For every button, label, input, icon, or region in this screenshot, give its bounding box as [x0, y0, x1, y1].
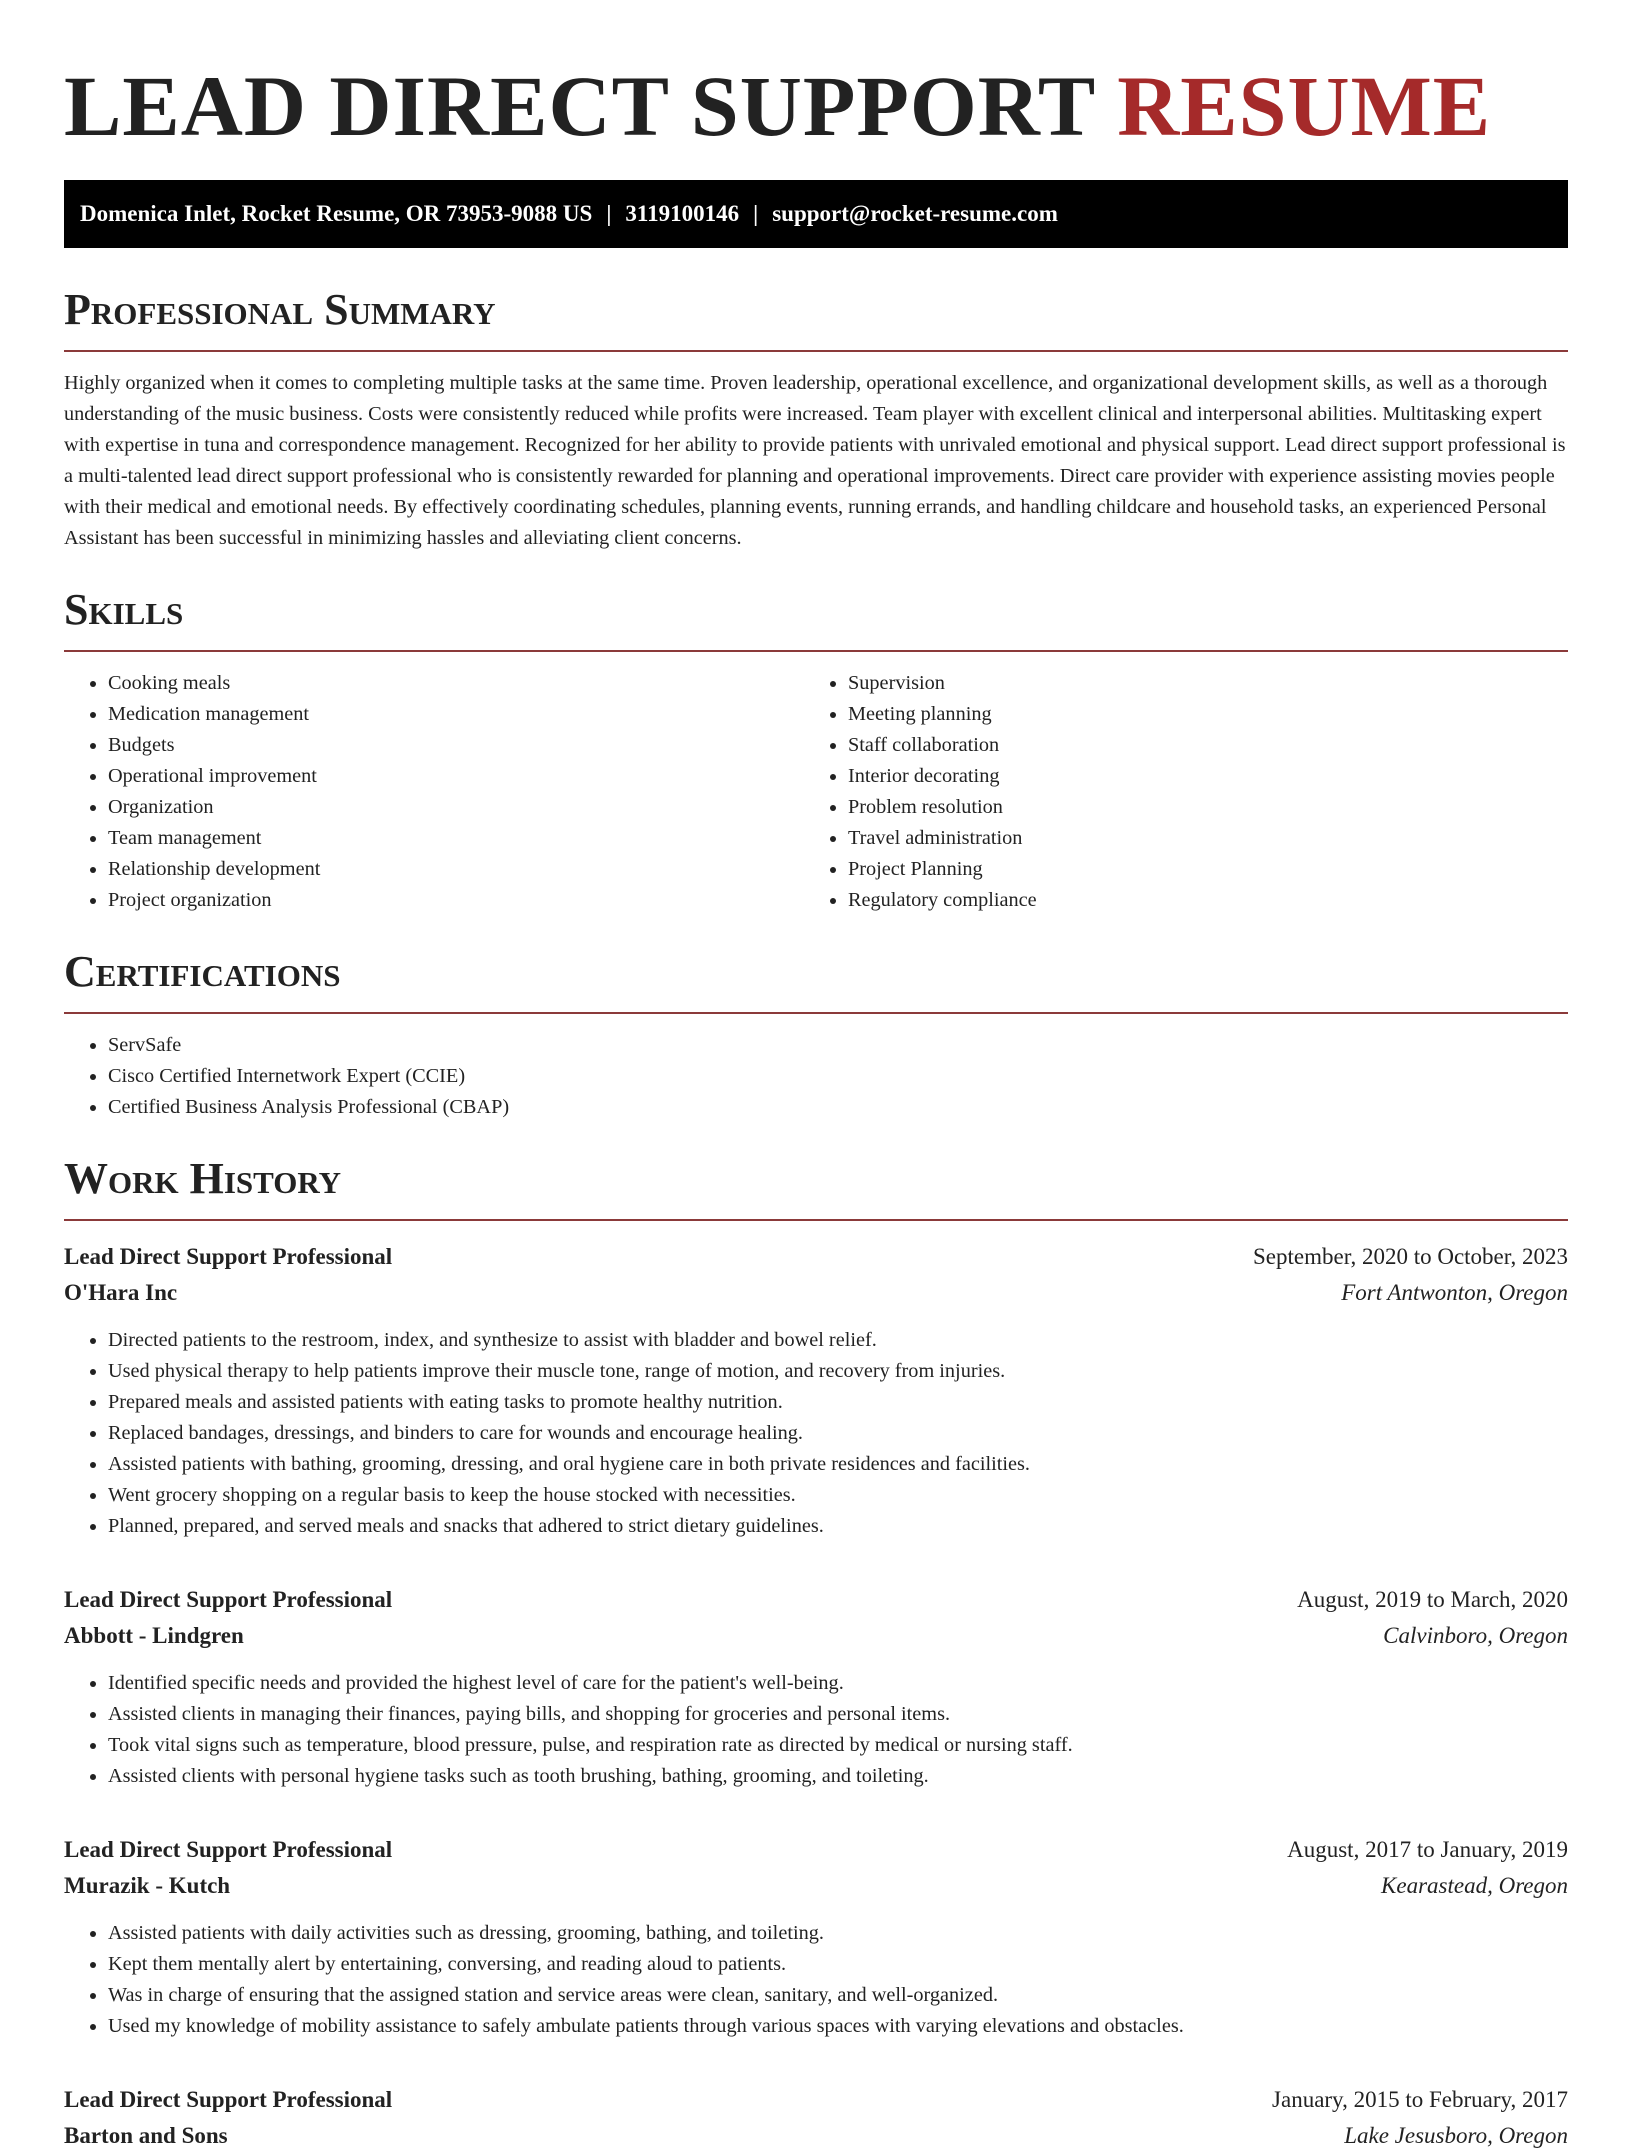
title-main: LEAD DIRECT SUPPORT [64, 58, 1095, 154]
job-duty-item: • Planned, prepared, and served meals and snacks that adhered to strict dietary guidelines. [108, 1511, 1568, 1542]
skill-item: • Project Planning [848, 854, 1568, 885]
summary-heading: Professional Summary [64, 284, 1568, 352]
job-title: Lead Direct Support Professional [64, 1244, 393, 1269]
job-duty-item: • Assisted patients with daily activities such as dressing, grooming, bathing, and toileting. [108, 1918, 1568, 1949]
skill-item: • Operational improvement [108, 761, 804, 792]
certification-item: • Certified Business Analysis Professional (CBAP) [108, 1092, 1568, 1123]
job-dates: August, 2019 to March, 2020 [1297, 1587, 1568, 1612]
resume-title [64, 56, 1568, 156]
skill-item: • Staff collaboration [848, 730, 1568, 761]
contact-address: Domenica Inlet, Rocket Resume, OR 73953-9088 US [80, 201, 593, 226]
contact-separator: | [753, 201, 759, 226]
job-duties-list [64, 1918, 1568, 2042]
job-duty-item: • Used my knowledge of mobility assistance to safely ambulate patients through various spaces with varying elevations and obstacles. [108, 2011, 1568, 2042]
job-duties-list [64, 1325, 1568, 1542]
skill-item: • Supervision [848, 668, 1568, 699]
certifications-heading: Certifications [64, 946, 1568, 1014]
skill-item: • Relationship development [108, 854, 804, 885]
summary-section [64, 284, 1568, 554]
contact-email: support@rocket-resume.com [772, 201, 1058, 226]
certifications-section [64, 946, 1568, 1123]
job-title: Lead Direct Support Professional [64, 2087, 393, 2112]
skills-list-left [64, 668, 804, 916]
job-entry [64, 1239, 1568, 1542]
certification-item: • Cisco Certified Internetwork Expert (CCIE) [108, 1061, 1568, 1092]
skill-item: • Team management [108, 823, 804, 854]
skill-item: • Problem resolution [848, 792, 1568, 823]
skills-column-right [804, 668, 1568, 916]
job-entry [64, 1832, 1568, 2042]
job-header-row [64, 1832, 1568, 1868]
work-history-section [64, 1153, 1568, 2154]
skills-column-left [64, 668, 804, 916]
job-company-row [64, 1868, 1568, 1904]
skill-item: • Regulatory compliance [848, 885, 1568, 916]
resume-page [64, 0, 1568, 2154]
skills-section [64, 584, 1568, 916]
job-header-row [64, 2082, 1568, 2118]
job-location: Fort Antwonton, Oregon [1341, 1280, 1568, 1305]
skill-item: • Organization [108, 792, 804, 823]
job-location: Lake Jesusboro, Oregon [1344, 2123, 1568, 2148]
job-duty-item: • Used physical therapy to help patients improve their muscle tone, range of motion, and recovery from injuries. [108, 1356, 1568, 1387]
skill-item: • Budgets [108, 730, 804, 761]
job-company: O'Hara Inc [64, 1280, 178, 1305]
skills-columns [64, 668, 1568, 916]
job-duty-item: • Prepared meals and assisted patients with eating tasks to promote healthy nutrition. [108, 1387, 1568, 1418]
job-dates: January, 2015 to February, 2017 [1272, 2087, 1568, 2112]
job-duty-item: • Replaced bandages, dressings, and binders to care for wounds and encourage healing. [108, 1418, 1568, 1449]
skill-item: • Meeting planning [848, 699, 1568, 730]
job-dates: September, 2020 to October, 2023 [1253, 1244, 1568, 1269]
job-company: Abbott - Lindgren [64, 1623, 244, 1648]
skill-item: • Interior decorating [848, 761, 1568, 792]
job-duty-item: • Went grocery shopping on a regular basis to keep the house stocked with necessities. [108, 1480, 1568, 1511]
job-header-row [64, 1239, 1568, 1275]
skill-item: • Travel administration [848, 823, 1568, 854]
job-location: Calvinboro, Oregon [1383, 1623, 1568, 1648]
job-dates: August, 2017 to January, 2019 [1287, 1837, 1568, 1862]
contact-phone: 3119100146 [625, 201, 740, 226]
job-company-row [64, 2118, 1568, 2154]
job-location: Kearastead, Oregon [1381, 1873, 1568, 1898]
summary-text: Highly organized when it comes to completing multiple tasks at the same time. Proven leadership, operational excellence, and organizational development skills, as well as a thorough understanding of the music business. Costs were consistently reduced while profits were increased. Team player with excellent clinical and interpersonal abilities. Multitasking expert with expertise in tuna and correspondence management. Recognized for her ability to provide patients with unrivaled emotional and physical support. Lead direct support professional is a multi-talented lead direct support professional who is consistently rewarded for planning and operational improvements. Direct care provider with experience assisting movies people with their medical and emotional needs. By effectively coordinating schedules, planning events, running errands, and handling childcare and household tasks, an experienced Personal Assistant has been successful in minimizing hassles and alleviating client concerns. [64, 372, 1566, 549]
skills-heading: Skills [64, 584, 1568, 652]
job-company-row [64, 1618, 1568, 1654]
skills-list-right [804, 668, 1568, 916]
skill-item: • Medication management [108, 699, 804, 730]
job-title: Lead Direct Support Professional [64, 1837, 393, 1862]
job-header-row [64, 1582, 1568, 1618]
work-history-heading: Work History [64, 1153, 1568, 1221]
certifications-list [64, 1030, 1568, 1123]
job-duty-item: • Assisted clients in managing their finances, paying bills, and shopping for groceries and personal items. [108, 1699, 1568, 1730]
skill-item: • Cooking meals [108, 668, 804, 699]
contact-separator: | [606, 201, 612, 226]
skill-item: • Project organization [108, 885, 804, 916]
job-duty-item: • Identified specific needs and provided the highest level of care for the patient's well-being. [108, 1668, 1568, 1699]
certification-item: • ServSafe [108, 1030, 1568, 1061]
job-entry [64, 1582, 1568, 1792]
job-company: Barton and Sons [64, 2123, 228, 2148]
job-company: Murazik - Kutch [64, 1873, 231, 1898]
job-duty-item: • Assisted clients with personal hygiene tasks such as tooth brushing, bathing, grooming, and toileting. [108, 1761, 1568, 1792]
job-duty-item: • Kept them mentally alert by entertaining, conversing, and reading aloud to patients. [108, 1949, 1568, 1980]
contact-bar [64, 180, 1568, 248]
job-duties-list [64, 1668, 1568, 1792]
job-duty-item: • Directed patients to the restroom, index, and synthesize to assist with bladder and bowel relief. [108, 1325, 1568, 1356]
job-duty-item: • Assisted patients with bathing, grooming, dressing, and oral hygiene care in both private residences and facilities. [108, 1449, 1568, 1480]
title-accent: RESUME [1117, 58, 1492, 154]
job-entry [64, 2082, 1568, 2154]
job-title: Lead Direct Support Professional [64, 1587, 393, 1612]
job-duty-item: • Was in charge of ensuring that the assigned station and service areas were clean, sanitary, and well-organized. [108, 1980, 1568, 2011]
job-duty-item: • Took vital signs such as temperature, blood pressure, pulse, and respiration rate as directed by medical or nursing staff. [108, 1730, 1568, 1761]
job-company-row [64, 1275, 1568, 1311]
